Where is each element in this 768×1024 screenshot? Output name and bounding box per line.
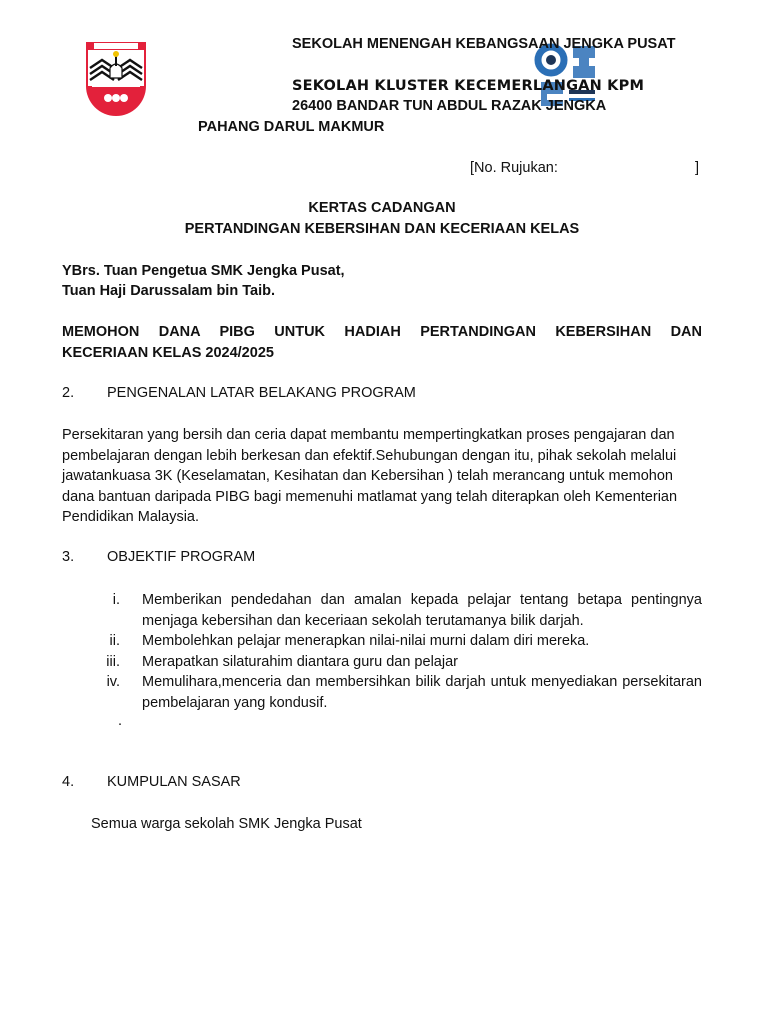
cluster-school-title: SEKOLAH KLUSTER KECEMERLANGAN KPM [292, 78, 645, 94]
list-item-number: ii. [109, 633, 120, 650]
section-2-title: PENGENALAN LATAR BELAKANG PROGRAM [107, 385, 416, 401]
list-item [100, 652, 702, 673]
section-3-number: 3. [62, 549, 75, 565]
section-2-number: 2. [62, 385, 75, 401]
section-3-title: OBJEKTIF PROGRAM [107, 549, 256, 565]
state-name: PAHANG DARUL MAKMUR [198, 119, 385, 135]
purpose-line-1: MEMOHON DANA PIBG UNTUK HADIAH PERTANDINGAN KEBERSIHAN DAN [62, 324, 702, 340]
address-line: 26400 BANDAR TUN ABDUL RAZAK JENGKA [292, 98, 607, 114]
paragraph-line: dana bantuan daripada PIBG bagi memenuhi matlamat yang telah diterapkan oleh Kementerian [62, 488, 678, 505]
list-trailing-dot: . [118, 713, 123, 729]
section-4-number: 4. [62, 774, 75, 790]
reference-close: ] [695, 160, 700, 176]
list-item-text: Merapatkan silaturahim diantara guru dan pelajar [142, 653, 458, 670]
doc-subtitle: PERTANDINGAN KEBERSIHAN DAN KECERIAAN KELAS [184, 221, 580, 237]
addressee-line-2: Tuan Haji Darussalam bin Taib. [62, 283, 275, 299]
paragraph-line: jawatankuasa 3K (Keselamatan, Kesihatan dan Kebersihan ) telah merancang untuk memohon [62, 468, 673, 485]
reference-label: [No. Rujukan: [470, 160, 558, 176]
purpose-heading [62, 322, 702, 364]
background-paragraph [62, 425, 702, 528]
objectives-list [100, 590, 702, 714]
addressee-line-1: YBrs. Tuan Pengetua SMK Jengka Pusat, [62, 263, 345, 279]
list-item [100, 631, 702, 652]
target-group-text: Semua warga sekolah SMK Jengka Pusat [91, 816, 362, 832]
doc-title: KERTAS CADANGAN [308, 200, 456, 216]
list-item-number: iv. [106, 674, 120, 691]
purpose-line-2: KECERIAAN KELAS 2024/2025 [62, 345, 274, 361]
list-item-number: i. [112, 592, 120, 608]
list-item [100, 590, 702, 631]
list-item-number: iii. [106, 653, 120, 670]
paragraph-line: pembelajaran dengan lebih berkesan dan efektif.Sehubungan dengan itu, pihak sekolah melalui [62, 447, 677, 464]
school-name: SEKOLAH MENENGAH KEBANGSAAN JENGKA PUSAT [292, 36, 676, 52]
paragraph-line: Persekitaran yang bersih dan ceria dapat membantu mempertingkatkan proses pengajaran dan [62, 427, 675, 443]
list-item-text: Memulihara,menceria dan membersihkan bilik darjah untuk menyediakan persekitaran pembelajaran yang kondusif. [142, 674, 702, 711]
list-item-text: Memberikan pendedahan dan amalan kepada pelajar tentang betapa pentingnya menjaga kebersihan dan keceriaan sekolah terutamanya bilik darjah. [142, 592, 702, 629]
school-crest-icon [84, 38, 148, 118]
list-item [100, 672, 702, 713]
section-4-title: KUMPULAN SASAR [107, 774, 241, 790]
paragraph-line: Pendidikan Malaysia. [62, 509, 200, 526]
list-item-text: Membolehkan pelajar menerapkan nilai-nilai murni dalam diri mereka. [142, 633, 590, 650]
